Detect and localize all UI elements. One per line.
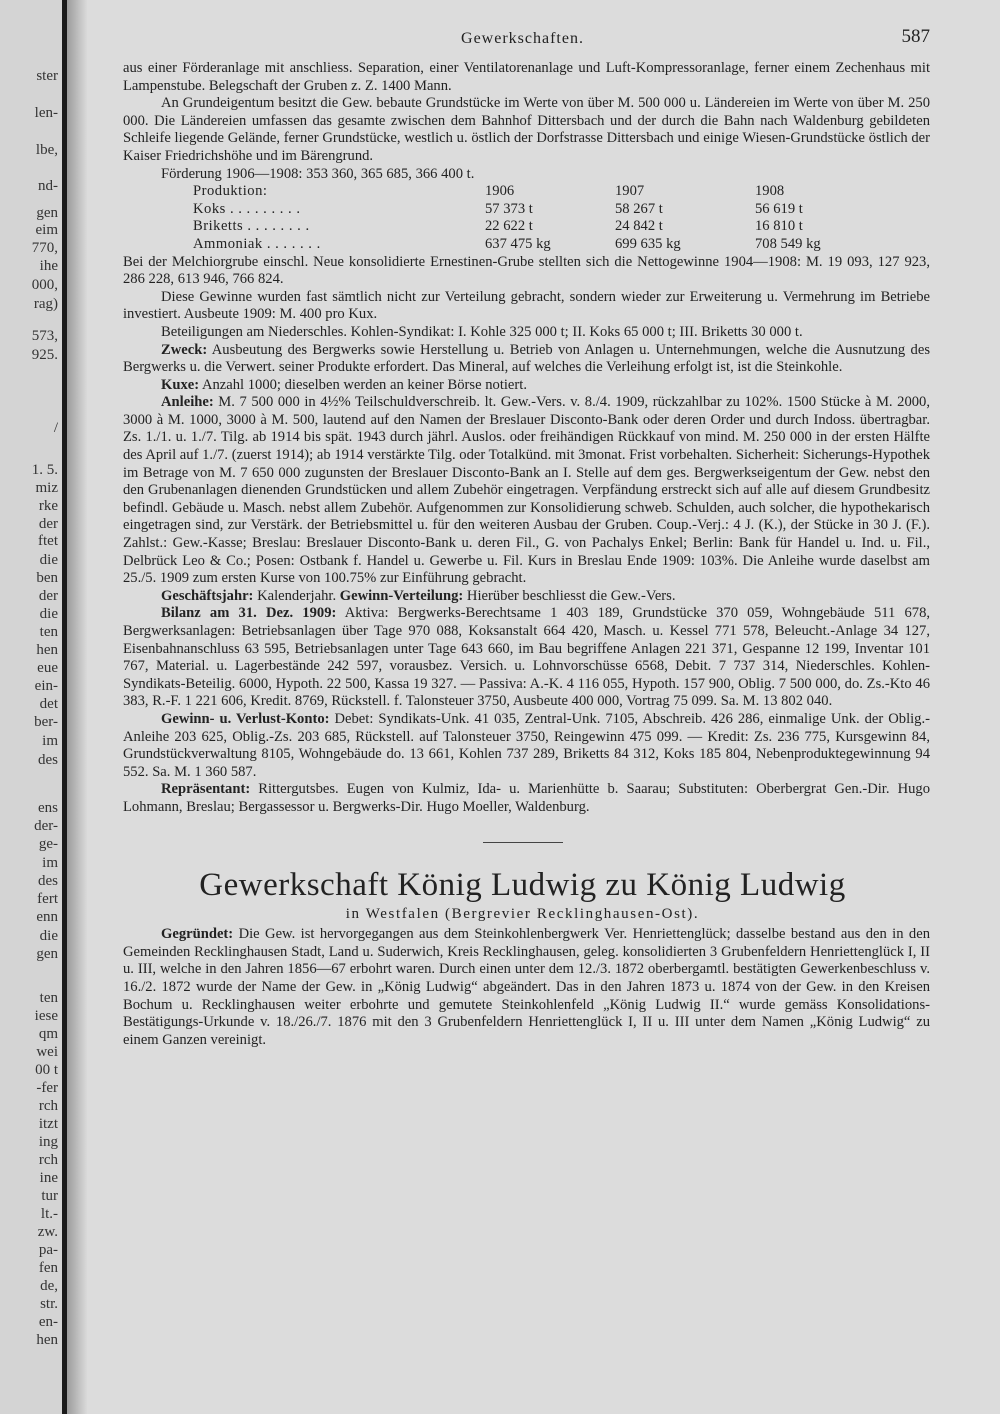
margin-fragment: iese xyxy=(34,1008,58,1024)
row-label: Briketts . . . . . . . . xyxy=(193,218,310,235)
margin-fragment: ben xyxy=(36,570,58,586)
margin-fragment: miz xyxy=(35,480,58,496)
cell: 58 267 t xyxy=(615,200,663,217)
table-row xyxy=(193,218,821,236)
margin-fragment: im xyxy=(42,855,58,871)
margin-fragment: qm xyxy=(38,1026,58,1042)
margin-fragment: ster xyxy=(36,68,58,84)
margin-fragment: 000, xyxy=(31,277,58,293)
cell: 22 622 t xyxy=(485,218,533,235)
fiscal-year-label: Geschäftsjahr: xyxy=(161,587,254,604)
paragraph-balance xyxy=(105,605,940,711)
margin-fragment: itzt xyxy=(38,1116,58,1132)
margin-fragment: fert xyxy=(37,891,58,907)
margin-fragment: der- xyxy=(34,818,58,834)
margin-fragment: ten xyxy=(39,624,58,640)
margin-fragment: ftet xyxy=(38,533,58,549)
margin-fragment: ihe xyxy=(39,258,58,274)
page xyxy=(105,26,940,1049)
cell: 708 549 kg xyxy=(755,235,821,252)
margin-fragment: nd- xyxy=(38,178,58,194)
section-divider xyxy=(105,831,940,849)
page-number: 587 xyxy=(901,26,930,47)
bond-text: M. 7 500 000 in 4½% Teilschuldverschreib. lt. Gew.-Vers. v. 8./4. 1909, rückzahlbar zu 102%. 1500 Stücke à M. 2000, 3000 à M. 1000, 3000 à M. 500, lautend auf den Namen der Breslauer Disconto-Bank oder deren Order und durch Indoss. übertragbar. Zs. 1./1. u. 1./7. Tilg. ab 1914 bis spät. 1943 durch jährl. Auslos. oder freihändigen Rückkauf von mind. M. 250 000 in der ersten Hälfte des April auf 1./7. (zuerst 1914); ab 1914 verstärkte Tilg. oder Totalkünd. mit 3monat. Frist vorbehalten. Sicherheit: Sicherungs-Hypothek im Betrage von M. 7 650 000 zugunsten der Breslauer Disconto-Bank an I. Stelle auf dem ges. Bergwerkseigentum der Gew. nebst den den Grubenanlagen dienenden Grundstücken und allem Zubehör eingetragen. Verpfändung erstreckt sich auf alle auf diesem Grundbesitz befindl. Gebäude u. Masch. nebst allem Zubehör. Aufgenommen zur Konsolidierung schweb. Schulden, auch solcher, die hypothekarisch eingetragen sind, zur Verstärk. der Betriebsmittel u. für den weiteren Ausbau der Gruben. Coup.-Verj.: 4 J. (K.), der Stücke in 30 J. (F.). Zahlst.: Gew.-Kasse; Breslau: Breslauer Disconto-Bank u. deren Fil., G. von Pachalys Enkel; Berlin: Bank für Handel u. Ind. u. Fil., Delbrück Leo & Co.; Posen: Ostbank f. Handel u. Gewerbe u. Fil. Kurs in Breslau Ende 1909: 103%. Die Anleihe wurde daselbst am 25./5. 1909 zum ersten Kurse von 100.75% zur Einführung gebracht. xyxy=(123,394,930,587)
margin-fragment: des xyxy=(38,873,58,889)
margin-fragment: rch xyxy=(38,1098,58,1114)
margin-fragment: hen xyxy=(36,642,58,658)
founded-label: Gegründet: xyxy=(161,926,234,943)
production-label: Produktion: xyxy=(193,183,268,200)
pnl-label: Gewinn- u. Verlust-Konto: xyxy=(161,710,330,727)
margin-fragment: die xyxy=(39,552,58,568)
margin-fragment: der xyxy=(38,588,58,604)
paragraph-output: Förderung 1906—1908: 353 360, 365 685, 366 400 t. xyxy=(161,165,475,182)
margin-fragment: det xyxy=(39,696,58,712)
margin-fragment: en- xyxy=(38,1314,58,1330)
margin-fragment: -fer xyxy=(36,1080,58,1096)
kuxe-label: Kuxe: xyxy=(161,376,200,393)
cell: 56 619 t xyxy=(755,200,803,217)
table-header-row xyxy=(193,183,821,201)
cell: 699 635 kg xyxy=(615,235,681,252)
paragraph-holdings: Beteiligungen am Niederschles. Kohlen-Syndikat: I. Kohle 325 000 t; II. Koks 65 000 t; III. Briketts 30 000 t. xyxy=(161,323,803,340)
margin-fragment: des xyxy=(38,752,58,768)
margin-fragment: ber- xyxy=(34,714,58,730)
margin-fragment: gen xyxy=(36,205,58,221)
table-row xyxy=(193,201,821,219)
margin-fragment: tur xyxy=(41,1188,58,1204)
cell: 57 373 t xyxy=(485,200,533,217)
representative-label: Repräsentant: xyxy=(161,781,251,798)
balance-text: Aktiva: Bergwerks-Berechtsame 1 403 189, Grundstücke 370 059, Wohngebäude 511 678, Bergwerksanlagen: Betriebsanlagen über Tage 970 088, Koksanstalt 664 420, Masch. u. Kessel 771 578, Beleucht.-Anlage 34 127, Eisenbahnanschluss 63 595, Betriebsanlagen unter Tage 643 660, im Bau begriffene Anlagen 221 371, Gespanne 12 199, Inventar 101 767, Material. u. Lagerbestände 242 597, vorausbez. Versich. u. Lohnvorschüsse 6568, Debit. 7 737 314, Niederschles. Kohlen-Syndikats-Beteilig. 6000, Hypoth. 22 500, Kassa 19 327. — Passiva: A.-K. 4 116 055, Hypoth. 157 900, Oblig. 7 500 000, do. Zs.-Kto 46 383, R.-F. 1 221 606, Kredit. 8769, Rückstell. f. Talonsteuer 3750, Ausbeute 400 000, Vortrag 75 099. Sa. M. 13 802 040. xyxy=(123,605,931,710)
table-row xyxy=(193,236,821,254)
left-page-fragment xyxy=(0,0,62,1414)
section-subtitle: in Westfalen (Bergrevier Recklinghausen-Ost). xyxy=(345,906,700,923)
paragraph-facilities: aus einer Förderanlage mit anschliess. Separation, einer Ventilatorenanlage und Luft-Kompressoranlage, ferner einem Zechenhaus mit Lampenstube. Belegschaft der Gruben z. Z. 1400 Mann. xyxy=(123,60,930,94)
new-article xyxy=(105,926,940,1049)
cell: 24 842 t xyxy=(615,218,663,235)
paragraph-founded xyxy=(105,926,940,1049)
founded-text: Die Gew. ist hervorgegangen aus dem Steinkohlenbergwerk Ver. Henriettenglück; dasselbe bestand aus den in den Gemeinden Recklinghausen Stadt, Land u. Suderwich, Kreis Recklinghausen, geleg. konsolidierten 3 Grubenfeldern Henriettenglück I, II u. III, welche in den Jahren 1856—67 erbohrt waren. Durch einen unter dem 12./3. 1872 oberbergamtl. bestätigten Gewerkenbeschluss v. 16./2. 1872 wurde der Name der Gew. in „König Ludwig“ abgeändert. Das in den Jahren 1873 u. 1874 von der Gew. in den Kreisen Bochum u. Recklinghausen weiter erbohrte und gemutete Steinkohlenfeld „König Ludwig II.“ wurde gemäss Konsolidations-Bestätigungs-Urkunde v. 18./26./7. 1876 mit den 3 Grubenfeldern Henriettenglück I, II u. III unter dem Namen „König Ludwig“ zu einem Ganzen vereinigt. xyxy=(123,926,930,1048)
margin-fragment: eue xyxy=(37,660,58,676)
margin-fragment: im xyxy=(42,733,58,749)
paragraph-pnl xyxy=(105,711,940,781)
margin-fragment: die xyxy=(39,606,58,622)
paragraph-melchior: Bei der Melchiorgrube einschl. Neue konsolidierte Ernestinen-Grube stellten sich die Nettogewinne 1904—1908: M. 19 093, 127 923, 286 228, 613 946, 766 824. xyxy=(123,253,930,288)
margin-fragment: wei xyxy=(36,1044,58,1060)
paragraph-profits: Diese Gewinne wurden fast sämtlich nicht zur Verteilung gebracht, sondern wieder zur Erweiterung u. Vermehrung im Betriebe investiert. Ausbeute 1909: M. 400 pro Kux. xyxy=(123,288,930,323)
margin-fragment: hen xyxy=(36,1332,58,1348)
margin-fragment: zw. xyxy=(37,1224,58,1240)
margin-fragment: rch xyxy=(38,1152,58,1168)
margin-fragment: fen xyxy=(38,1260,58,1276)
row-label: Koks . . . . . . . . . xyxy=(193,200,301,217)
cell: 16 810 t xyxy=(755,218,803,235)
margin-fragment: ge- xyxy=(38,836,58,852)
article-continuation xyxy=(105,60,940,817)
margin-fragment: 00 t xyxy=(35,1062,58,1078)
fiscal-year-text: Kalenderjahr. xyxy=(257,587,337,604)
margin-fragment: ine xyxy=(39,1170,58,1186)
row-label: Ammoniak . . . . . . . xyxy=(193,235,321,252)
year-1907: 1907 xyxy=(615,183,645,200)
purpose-text: Ausbeutung des Bergwerks sowie Herstellung u. Betrieb von Anlagen u. Unternehmungen, welche die Ausnutzung des Bergwerks u. die Verwert. seiner Produkte erfordert. Das Mineral, auf welches die Verleihung erfolgt ist, ist die Steinkohle. xyxy=(123,341,931,376)
margin-fragment: lbe, xyxy=(35,142,58,158)
paragraph-representative xyxy=(105,781,940,816)
margin-fragment: enn xyxy=(36,909,58,925)
year-1908: 1908 xyxy=(755,183,785,200)
margin-fragment: ens xyxy=(38,800,58,816)
page-header xyxy=(105,26,940,60)
production-table xyxy=(193,183,821,253)
cell: 637 475 kg xyxy=(485,235,551,252)
margin-fragment: 573, xyxy=(31,328,58,344)
kuxe-text: Anzahl 1000; dieselben werden an keiner Börse notiert. xyxy=(201,376,527,393)
paragraph-property: An Grundeigentum besitzt die Gew. bebaute Grundstücke im Werte von über M. 500 000 u. Ländereien im Werte von über M. 250 000. Die Ländereien umfassen das gesamte zwischen dem Bahnhof Dittersbach und der durch die Bahn nach Waldenburg gebildeten Schleife liegende Gelände, ferner Grundstücke, westlich u. östlich der Dorfstrasse Dittersbach und einige Wiesen-Grundstücke östlich der Kaiser Friedrichshöhe und im Bärengrund. xyxy=(123,95,930,164)
margin-fragment: 770, xyxy=(31,240,58,256)
margin-fragment: rke xyxy=(38,498,58,514)
margin-fragment: de, xyxy=(40,1278,58,1294)
margin-fragment: gen xyxy=(36,946,58,962)
margin-fragment: / xyxy=(53,420,58,436)
running-title: Gewerkschaften. xyxy=(461,30,584,47)
paragraph-kuxe xyxy=(105,377,940,395)
margin-fragment: der xyxy=(38,516,58,532)
margin-fragment: str. xyxy=(40,1296,58,1312)
bond-label: Anleihe: xyxy=(161,394,214,411)
margin-fragment: ein- xyxy=(34,678,58,694)
margin-fragment: rag) xyxy=(33,296,58,312)
paragraph-bond xyxy=(105,394,940,588)
margin-fragment: ten xyxy=(39,990,58,1006)
margin-fragment: ing xyxy=(38,1134,58,1150)
purpose-label: Zweck: xyxy=(161,341,208,358)
pnl-text: Debet: Syndikats-Unk. 41 035, Zentral-Unk. 7105, Abschreib. 426 286, einmalige Unk. der Oblig.-Anleihe 203 625, Oblig.-Zs. 203 685, Rückstell. auf Talonsteuer 3750, Reingewinn 475 099. — Kredit: Zs. 236 775, Kursgewinn 84, Grundstückverwaltung 8105, Wohngebäude do. 13 661, Kohlen 737 289, Briketts 84 312, Koks 185 804, Nebenproduktegewinnung 94 552. Sa. M. 1 360 587. xyxy=(123,710,930,780)
representative-text: Rittergutsbes. Eugen von Kulmiz, Ida- u. Marienhütte b. Saarau; Substituten: Oberbergrat Gen.-Dir. Hugo Lohmann, Breslau; Bergassessor u. Bergwerks-Dir. Hugo Moeller, Waldenburg. xyxy=(123,781,931,815)
margin-fragment: pa- xyxy=(38,1242,58,1258)
year-1906: 1906 xyxy=(485,183,515,200)
balance-label: Bilanz am 31. Dez. 1909: xyxy=(161,605,337,622)
margin-fragment: len- xyxy=(34,105,58,121)
profit-distribution-label: Gewinn-Verteilung: xyxy=(339,587,464,604)
gutter-shadow xyxy=(67,0,87,1414)
paragraph-fiscal-year xyxy=(105,588,940,606)
paragraph-purpose xyxy=(105,342,940,377)
profit-distribution-text: Hierüber beschliesst die Gew.-Vers. xyxy=(466,587,676,604)
margin-fragment: lt.- xyxy=(40,1206,58,1222)
margin-fragment: die xyxy=(39,928,58,944)
margin-fragment: 925. xyxy=(31,347,58,363)
margin-fragment: eim xyxy=(35,222,58,238)
section-title: Gewerkschaft König Ludwig zu König Ludwig xyxy=(199,867,846,904)
margin-fragment: 1. 5. xyxy=(31,462,58,478)
